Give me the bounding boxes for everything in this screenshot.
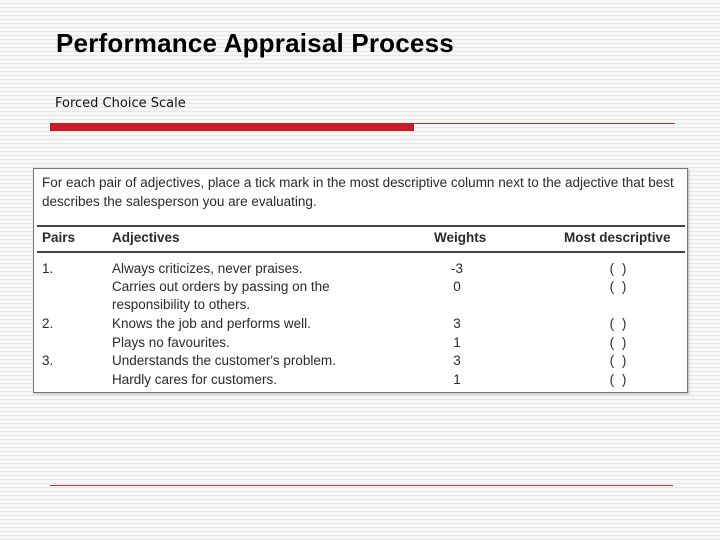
weight: 3 bbox=[453, 316, 461, 331]
tick-box: ( ) bbox=[609, 335, 629, 350]
header-rule-bottom bbox=[37, 251, 685, 253]
header-weights: Weights bbox=[434, 230, 487, 245]
header-most-descriptive: Most descriptive bbox=[564, 230, 671, 245]
pair-number: 2. bbox=[42, 316, 54, 331]
pair-number: 3. bbox=[42, 353, 54, 368]
weight: 3 bbox=[453, 353, 461, 368]
weight: 1 bbox=[453, 372, 461, 387]
weight: 1 bbox=[453, 335, 461, 350]
tick-box: ( ) bbox=[609, 353, 629, 368]
adjective: Carries out orders by passing on the responsibility to others. bbox=[112, 279, 330, 312]
form-instructions: For each pair of adjectives, place a tick mark in the most descriptive column next to the adjective that best describes the salesperson you are evaluating. bbox=[42, 175, 674, 209]
adjective: Always criticizes, never praises. bbox=[112, 261, 303, 276]
tick-box: ( ) bbox=[609, 261, 629, 276]
weight: -3 bbox=[450, 261, 463, 276]
slide-title: Performance Appraisal Process bbox=[56, 28, 454, 58]
header-rule-top bbox=[37, 225, 685, 227]
bottom-divider bbox=[50, 485, 673, 486]
pair-number: 1. bbox=[42, 261, 54, 276]
tick-box: ( ) bbox=[609, 279, 629, 294]
adjective: Understands the customer's problem. bbox=[112, 353, 336, 368]
tick-box: ( ) bbox=[609, 372, 629, 387]
adjective: Hardly cares for customers. bbox=[112, 372, 278, 387]
forced-choice-form-image bbox=[33, 168, 688, 393]
header-pairs: Pairs bbox=[42, 230, 76, 245]
header-adjectives: Adjectives bbox=[112, 230, 180, 245]
adjective: Plays no favourites. bbox=[112, 335, 230, 350]
top-accent-bar bbox=[50, 123, 414, 131]
adjective: Knows the job and performs well. bbox=[112, 316, 311, 331]
weight: 0 bbox=[453, 279, 461, 294]
tick-box: ( ) bbox=[609, 316, 629, 331]
slide-subtitle: Forced Choice Scale bbox=[55, 96, 186, 111]
